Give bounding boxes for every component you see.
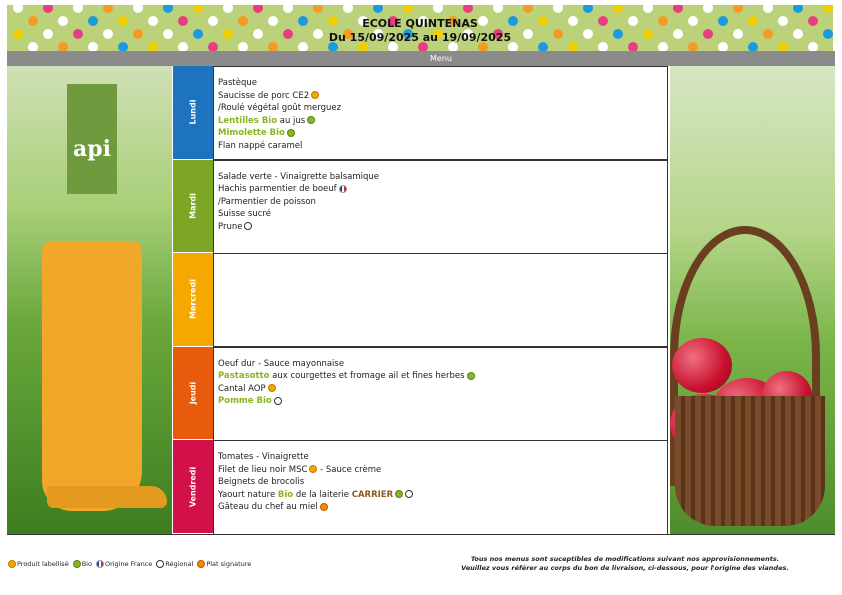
day-jeudi [173, 347, 213, 440]
regional-icon [156, 560, 164, 568]
decorative-dot [433, 5, 443, 13]
dish-text: au jus [277, 115, 306, 126]
dish-line [218, 208, 663, 221]
dish-text: Mimolette Bio [218, 128, 285, 138]
day-lundi [173, 66, 213, 159]
decorative-dot [43, 5, 53, 13]
decorative-dot [133, 5, 143, 13]
day-label: Vendredi [188, 466, 198, 507]
legend-label: Régional [165, 560, 194, 568]
dish-line [218, 196, 663, 209]
boot-photo [7, 66, 172, 534]
school-name: ECOLE QUINTENAS [362, 17, 478, 30]
day-label: Lundi [188, 99, 198, 125]
dish-line [218, 501, 663, 514]
label-icon [8, 560, 16, 568]
bio-icon [307, 116, 315, 124]
decorative-dot [763, 5, 773, 13]
menu-cell [213, 66, 668, 160]
dish-text: de la laiterie [293, 489, 352, 500]
dish-line [218, 221, 663, 234]
decorative-dot [103, 5, 113, 13]
dish-line [218, 358, 663, 371]
dish-line [218, 370, 663, 383]
dish-text: Salade verte - Vinaigrette balsamique [218, 171, 380, 182]
api-logo [67, 84, 117, 194]
decorative-dot [253, 5, 263, 13]
menu-cell [213, 253, 668, 347]
dish-line [218, 183, 663, 196]
dish-line [218, 171, 663, 184]
decorative-dot [73, 5, 83, 13]
decorative-dot [643, 5, 653, 13]
decorative-dot [373, 5, 383, 13]
dish-text: Gâteau du chef au miel [218, 502, 318, 513]
dish-text: /Roulé végétal goût merguez [218, 103, 342, 113]
menu-cell [213, 440, 668, 534]
bio-icon [467, 372, 475, 380]
legend-label: Produit labellisé [17, 560, 69, 568]
header-banner [7, 5, 833, 51]
dish-text: Hachis parmentier de boeuf [218, 184, 337, 195]
bio-icon [395, 490, 403, 498]
dish-text: CARRIER [351, 489, 394, 500]
decorative-dot [283, 5, 293, 13]
france-flag-icon [96, 560, 104, 568]
decorative-dot [343, 5, 353, 13]
dish-line [218, 90, 663, 103]
menu-column-heading: Menu [213, 51, 669, 66]
disclaimer-line: Tous nos menus sont suceptibles de modifications suivant nos approvisionnements. [470, 555, 780, 563]
table-bottom-border [7, 534, 835, 535]
label-icon [311, 91, 319, 99]
dish-text: Pastasotto [218, 371, 270, 382]
dish-line [218, 140, 663, 153]
decorative-dot [793, 5, 803, 13]
decorative-dot [583, 5, 593, 13]
decorative-dot [493, 5, 503, 13]
dish-text: Filet de lieu noir MSC [218, 464, 308, 475]
dish-text: Flan nappé caramel [218, 140, 303, 151]
dish-text: Yaourt nature [218, 489, 278, 500]
dish-line [218, 383, 663, 396]
yellow-boot-image [42, 241, 142, 511]
dish-text: Tomates - Vinaigrette [218, 452, 309, 463]
dish-text: Oeuf dur - Sauce mayonnaise [218, 358, 345, 369]
decorative-dot [823, 5, 833, 13]
disclaimer [430, 555, 820, 573]
dish-line [218, 102, 663, 115]
day-label: Mercredi [188, 279, 198, 320]
dish-text: aux courgettes et fromage ail et fines herbes [269, 371, 465, 382]
dish-text: Beignets de brocolis [218, 477, 305, 488]
dish-line [218, 77, 663, 90]
day-mardi [173, 160, 213, 253]
label-icon [268, 384, 276, 392]
dish-line [218, 395, 663, 408]
dish-text: Bio [277, 489, 294, 500]
france-flag-icon [339, 185, 347, 193]
dish-line [218, 115, 663, 128]
legend-label: Bio [81, 560, 92, 568]
menu-cell [213, 160, 668, 254]
header-bar-left [7, 51, 213, 66]
dish-line [218, 127, 663, 140]
decorative-dot [703, 5, 713, 13]
day-label: Mardi [188, 193, 198, 219]
legend-label: Origine France [104, 560, 153, 568]
legend-label: Plat signature [206, 560, 252, 568]
regional-icon [274, 397, 282, 405]
api-logo-text: api [73, 136, 111, 162]
dish-text: Suisse sucré [218, 209, 271, 220]
dish-text: Pomme Bio [218, 396, 272, 407]
legend [8, 560, 255, 568]
regional-icon [405, 490, 413, 498]
dish-text: - Sauce crème [317, 464, 382, 475]
decorative-dot [163, 5, 173, 13]
dish-text: Saucisse de porc CE2 [218, 90, 310, 101]
decorative-dot [673, 5, 683, 13]
header-bar-right [669, 51, 835, 66]
menu-cell [213, 347, 668, 441]
disclaimer-line: Veuillez vous référer au corps du bon de livraison, ci-dessous, pour l'origine des viandes. [461, 564, 789, 572]
dish-line [218, 489, 663, 502]
decorative-dot [13, 5, 23, 13]
regional-icon [244, 222, 252, 230]
decorative-dot [523, 5, 533, 13]
decorative-dot [403, 5, 413, 13]
decorative-dot [463, 5, 473, 13]
signature-icon [197, 560, 205, 568]
dish-text: Pastèque [218, 78, 257, 88]
wicker-basket-image [675, 396, 825, 526]
bio-icon [287, 129, 295, 137]
dish-text: Prune [218, 221, 243, 232]
title-block [7, 17, 833, 45]
decorative-dot [223, 5, 233, 13]
day-vendredi [173, 440, 213, 533]
dish-text: Cantal AOP [218, 383, 266, 394]
dish-line [218, 451, 663, 464]
day-label: Jeudi [188, 381, 198, 405]
apple-basket-photo [670, 66, 835, 534]
bio-icon [73, 560, 81, 568]
decorative-dot [613, 5, 623, 13]
day-mercredi [173, 253, 213, 346]
signature-icon [320, 503, 328, 511]
dish-text: Lentilles Bio [218, 115, 278, 126]
decorative-dot [553, 5, 563, 13]
decorative-dot [193, 5, 203, 13]
decorative-dot [733, 5, 743, 13]
boot-sole-image [47, 486, 167, 508]
dish-line [218, 476, 663, 489]
week-dates: Du 15/09/2025 au 19/09/2025 [328, 31, 512, 44]
decorative-dot [313, 5, 323, 13]
dish-text: /Parmentier de poisson [218, 196, 316, 207]
dish-line [218, 464, 663, 477]
